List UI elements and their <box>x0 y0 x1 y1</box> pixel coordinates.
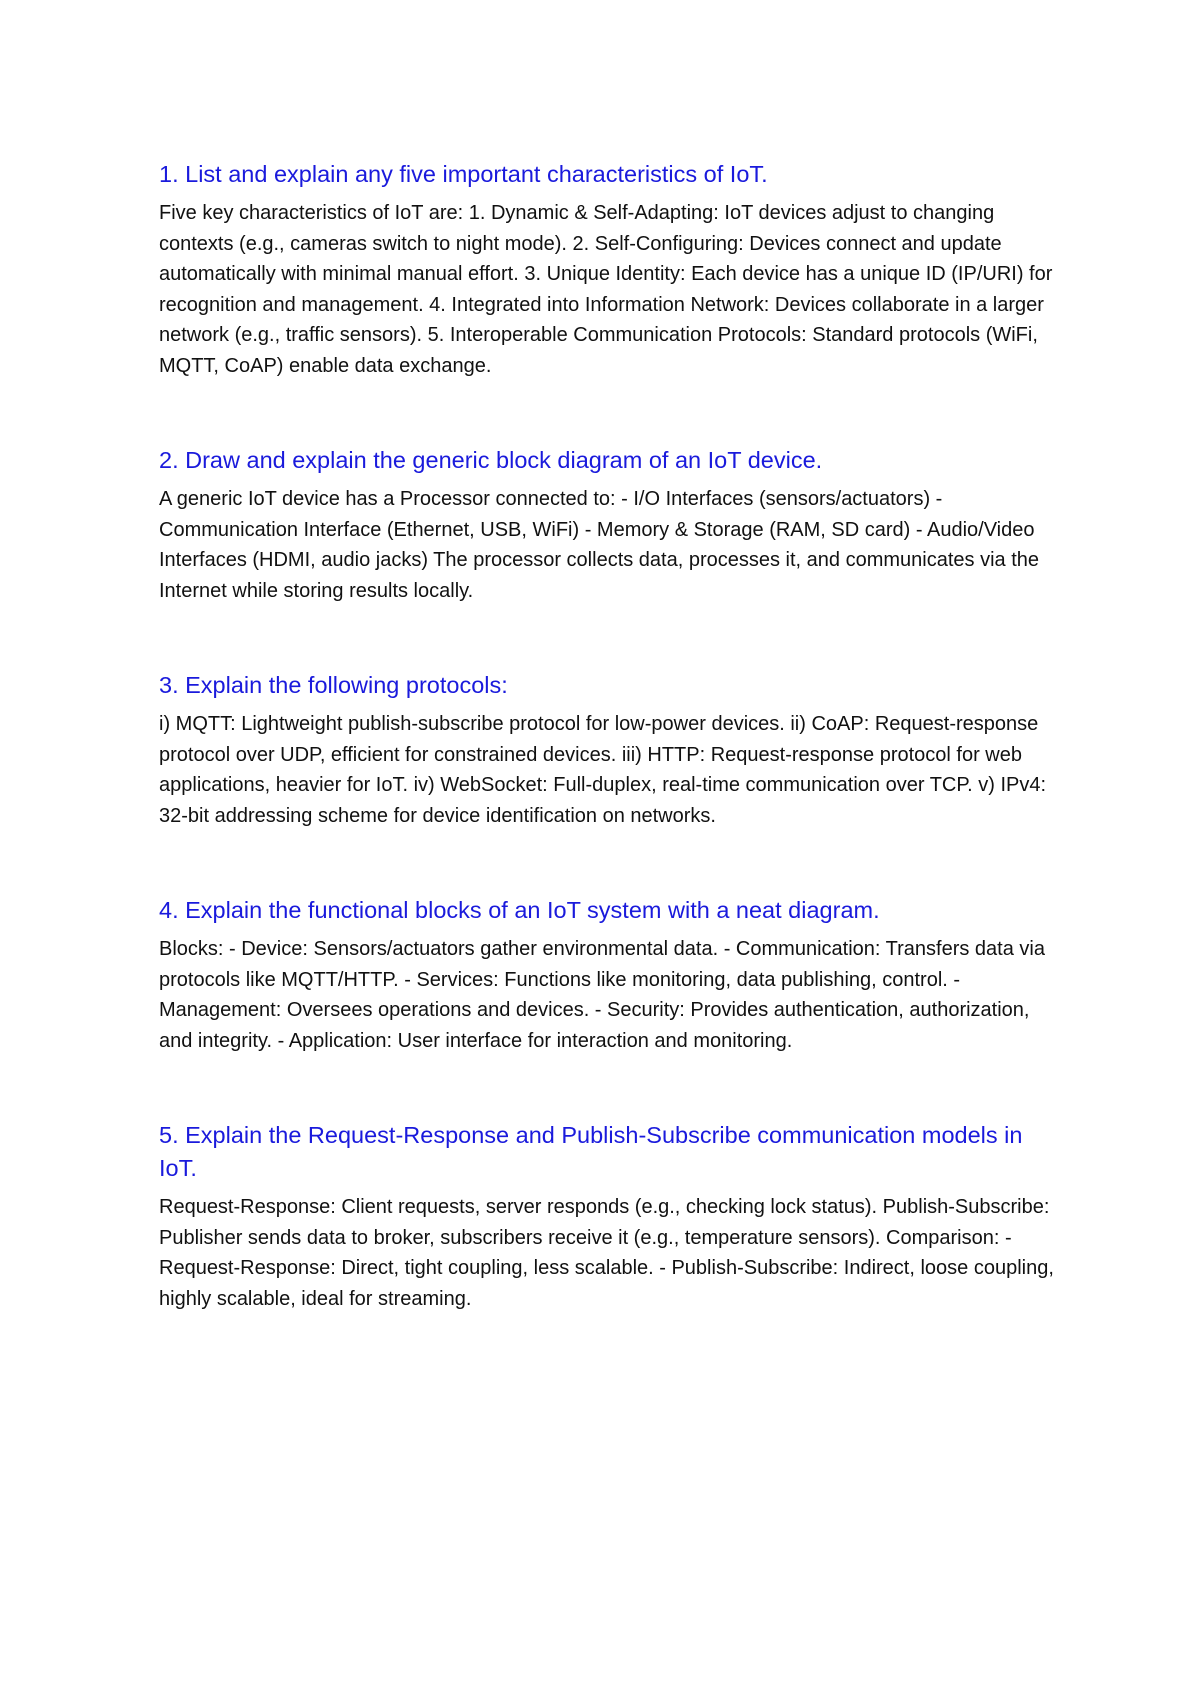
document-content <box>159 158 1059 1377</box>
question-section-4 <box>159 894 1059 1056</box>
answer-text: i) MQTT: Lightweight publish-subscribe protocol for low-power devices. ii) CoAP: Request-response protocol over UDP, efficient for constrained devices. iii) HTTP: Request-response protocol for web applications, heavier for IoT. iv) WebSocket: Full-duplex, real-time communication over TCP. v) IPv4: 32-bit addressing scheme for device identification on networks. <box>159 713 1047 827</box>
question-heading: 3. Explain the following protocols: <box>159 672 508 698</box>
answer-text: Five key characteristics of IoT are: 1. Dynamic & Self-Adapting: IoT devices adjust to changing contexts (e.g., cameras switch to night mode). 2. Self-Configuring: Devices connect and update automatically with minimal manual effort. 3. Unique Identity: Each device has a unique ID (IP/URI) for recognition and management. 4. Integrated into Information Network: Devices collaborate in a larger network (e.g., traffic sensors). 5. Interoperable Communication Protocols: Standard protocols (WiFi, MQTT, CoAP) enable data exchange. <box>159 202 1053 377</box>
question-section-1 <box>159 158 1059 381</box>
question-section-3 <box>159 669 1059 831</box>
question-heading: 2. Draw and explain the generic block diagram of an IoT device. <box>159 447 823 473</box>
answer-text: A generic IoT device has a Processor connected to: - I/O Interfaces (sensors/actuators) - Communication Interface (Ethernet, USB, WiFi) - Memory & Storage (RAM, SD card) - Audio/Video Interfaces (HDMI, audio jacks) The processor collects data, processes it, and communicates via the Internet while storing results locally. <box>159 488 1040 602</box>
question-heading: 1. List and explain any five important characteristics of IoT. <box>159 161 768 187</box>
question-heading: 5. Explain the Request-Response and Publish-Subscribe communication models in IoT. <box>159 1122 1023 1181</box>
answer-text: Blocks: - Device: Sensors/actuators gather environmental data. - Communication: Transfers data via protocols like MQTT/HTTP. - Services: Functions like monitoring, data publishing, control. - Management: Oversees operations and devices. - Security: Provides authentication, authorization, and integrity. - Application: User interface for interaction and monitoring. <box>159 938 1045 1052</box>
question-heading: 4. Explain the functional blocks of an IoT system with a neat diagram. <box>159 897 880 923</box>
question-section-5 <box>159 1119 1059 1314</box>
question-section-2 <box>159 444 1059 606</box>
answer-text: Request-Response: Client requests, server responds (e.g., checking lock status). Publish-Subscribe: Publisher sends data to broker, subscribers receive it (e.g., temperature sensors). Comparison: - Request-Response: Direct, tight coupling, less scalable. - Publish-Subscribe: Indirect, loose coupling, highly scalable, ideal for streaming. <box>159 1196 1054 1310</box>
